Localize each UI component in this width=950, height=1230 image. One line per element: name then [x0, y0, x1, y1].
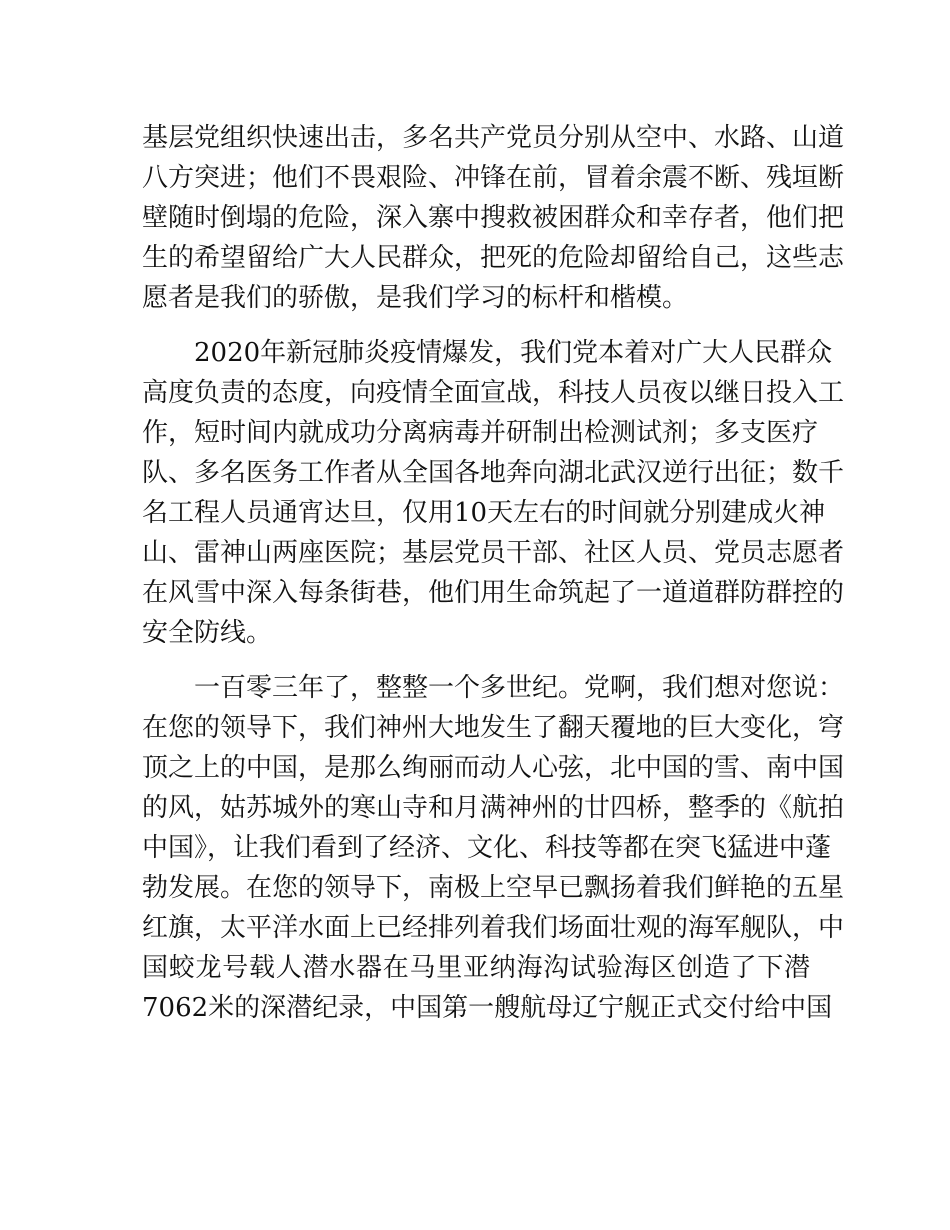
- text-line: 2020年新冠肺炎疫情爆发，我们党本着对广大人民群众: [142, 338, 833, 368]
- text-line: 队、多名医务工作者从全国各地奔向湖北武汉逆行出征；数千: [142, 458, 845, 488]
- text-line: 的风，姑苏城外的寒山寺和月满神州的廿四桥，整季的《航拍: [142, 793, 845, 823]
- text-line: 高度负责的态度，向疫情全面宣战，科技人员夜以继日投入工: [142, 378, 845, 408]
- text-line: 山、雷神山两座医院；基层党员干部、社区人员、党员志愿者: [142, 538, 845, 568]
- text-line: 名工程人员通宵达旦，仅用10天左右的时间就分别建成火神: [142, 498, 826, 528]
- body-text: [142, 118, 845, 1043]
- text-line: 在您的领导下，我们神州大地发生了翻天覆地的巨大变化，穹: [142, 713, 845, 743]
- paragraph-3: [142, 668, 845, 1028]
- text-line: 在风雪中深入每条街巷，他们用生命筑起了一道道群防群控的: [142, 578, 845, 608]
- text-line: 愿者是我们的骄傲，是我们学习的标杆和楷模。: [142, 283, 689, 313]
- text-line: 一百零三年了，整整一个多世纪。党啊，我们想对您说：: [142, 673, 845, 703]
- text-line: 作，短时间内就成功分离病毒并研制出检测试剂；多支医疗: [142, 418, 819, 448]
- paragraph-2: [142, 333, 845, 653]
- text-line: 安全防线。: [142, 618, 273, 648]
- text-line: 八方突进；他们不畏艰险、冲锋在前，冒着余震不断、残垣断: [142, 163, 845, 193]
- text-line: 国蛟龙号载人潜水器在马里亚纳海沟试验海区创造了下潜: [142, 953, 810, 983]
- text-line: 壁随时倒塌的危险，深入寨中搜救被困群众和幸存者，他们把: [142, 203, 845, 233]
- text-line: 中国》，让我们看到了经济、文化、科技等都在突飞猛进中蓬: [142, 833, 832, 863]
- text-line: 顶之上的中国，是那么绚丽而动人心弦，北中国的雪、南中国: [142, 753, 845, 783]
- text-line: 生的希望留给广大人民群众，把死的危险却留给自己，这些志: [142, 243, 845, 273]
- text-line: 红旗，太平洋水面上已经排列着我们场面壮观的海军舰队，中: [142, 913, 845, 943]
- paragraph-1: [142, 118, 845, 318]
- text-line: 勃发展。在您的领导下，南极上空早已飘扬着我们鲜艳的五星: [142, 873, 845, 903]
- text-line: 基层党组织快速出击，多名共产党员分别从空中、水路、山道: [142, 123, 845, 153]
- text-line: 7062米的深潜纪录，中国第一艘航母辽宁舰正式交付给中国: [142, 993, 833, 1023]
